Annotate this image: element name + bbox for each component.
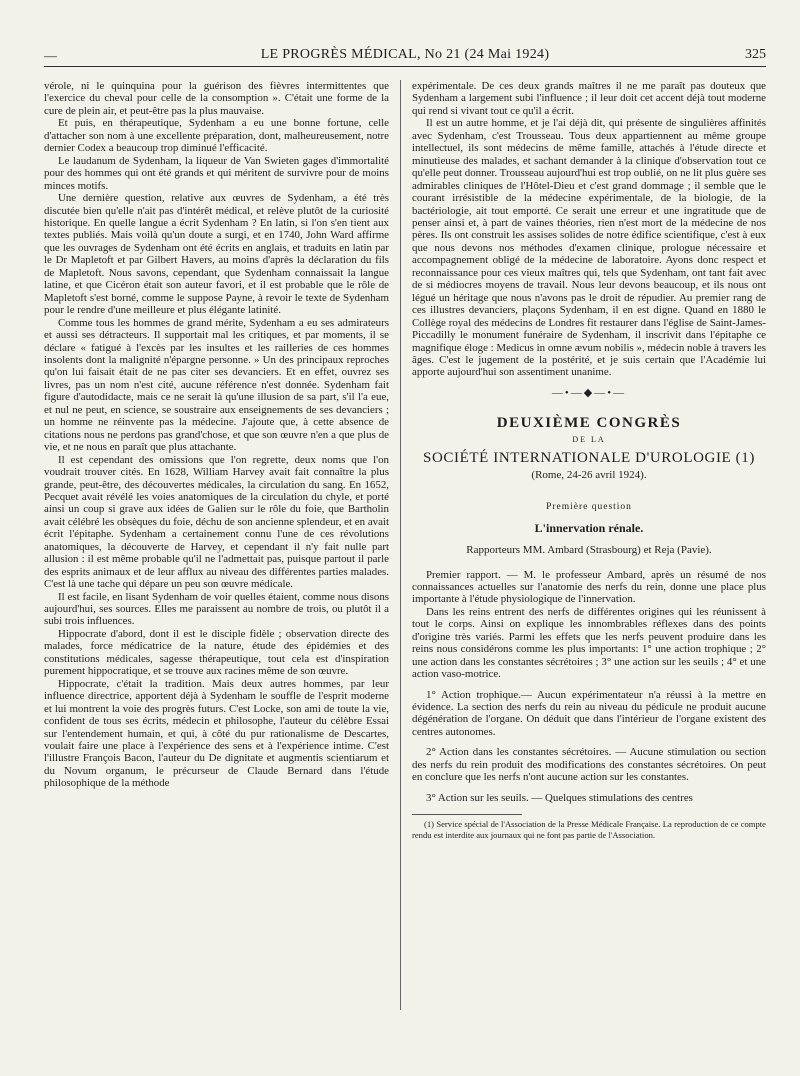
section-separator: —•—◆—•— <box>551 386 627 399</box>
paragraph: Il est facile, en lisant Sydenham de voir quelles étaient, comme nous disons aujourd'hui, ses sources. Elles me paraissent au nombre de trois, ou plutôt il a subi trois influences. <box>44 590 389 628</box>
paragraph: Hippocrate, c'était la tradition. Mais deux autres hommes, par leur influence directrice, apportent déjà à Sydenham le souffle de l'esprit moderne et lui montrent la voie des progrès futurs. C'est Locke, son ami de toute la vie, confident de tous ses écrits, médecin et philosophe, l'auteur du célèbre Essai sur l'entendement humain, et qui, à côté du pur rationalisme de Descartes, voulait faire une place à l'expérience des sens et à l'expérience intime. C'est l'illustre François Bacon, l'auteur du De dignitate et augmentis scientiarum et du Novum organum, le précurseur de Claude Bernard dans l'étude philosophique de la méthode <box>44 677 389 790</box>
paragraph: Il est un autre homme, et je l'ai déjà dit, qui présente de singulières affinités avec Sydenham, c'est Trousseau. Tous deux appartiennent au même groupe intellectuel, ils sont médecins de même famille, attachés à l'étude directe et minutieuse des malades, et sachant demander à la clinique d'observation tout ce qu'elle peut donner. Trousseau aujourd'hui est trop oublié, on ne lit plus guère ses admirables cliniques de l'Hôtel-Dieu et c'est grand dommage ; il semble que le courant irrésistible de la médecine expérimentale, de la biologie, de la bactériologie, ait tout emporté. Ce serait une erreur et une ingratitude que de penser ainsi et, à part de vaines théories, rien n'est mort de la médecine de nos pères. Ils ont construit les assises solides de notre édifice scientifique, c'est à eux que nous devons nos méthodes d'examen clinique, prologue nécessaire et accompagnement obligé de la médecine de laboratoire. Ayons donc respect et reconnaissance pour ces vieux maîtres qui, tels que Sydenham, ont tant fait avec de si médiocres moyens de travail. Nous leur devons beaucoup, et ils nous ont légué un héritage que nous n'avons pas le droit de répudier. Au premier rang de ces illustres devanciers, plaçons Sydenham, il en est digne. Quand en 1880 le Collège royal des médecins de Londres fit restaurer dans l'église de Saint-James-Piccadilly le monument funéraire de Sydenham, il inscrivit dans l'épitaphe ce magnifique éloge : Medicus in omne ævum nobilis », médecin noble à travers les âges. C'est le jugement de la postérité, et je suis certain que l'Académie lui apporte aujourd'hui son assentiment unanime. <box>412 117 766 379</box>
paragraph: Dans les reins entrent des nerfs de différentes origines qui les réunissent à tout le corps. Ainsi on explique les innombrables réflexes dans des points d'origine très variés. Parmi les effets que les nerfs peuvent produire dans les reins nous considérons comme les plus importants: 1° une action trophique ; 2° une action dans les constantes sécrétoires ; 3° une action sur les seuils ; 4° et une action vaso-motrice. <box>412 605 766 681</box>
footnote: (1) Service spécial de l'Association de la Presse Médicale Française. La reproduction de ce compte rendu est interdite aux journaux qui ne font pas partie de l'Association. <box>412 819 766 840</box>
paragraph: vérole, ni le quinquina pour la guérison des fièvres intermittentes que l'exercice du cheval pour celle de la consomption ». C'était une forme de la cure de plein air, et peut-être pas la plus mauvaise. <box>44 80 389 117</box>
congress-location: (Rome, 24-26 avril 1924). <box>531 468 647 481</box>
society-name: SOCIÉTÉ INTERNATIONALE D'UROLOGIE (1) <box>423 450 755 467</box>
right-column <box>412 80 766 840</box>
header-mark: — <box>44 48 57 63</box>
paragraph: Une dernière question, relative aux œuvres de Sydenham, a été très discutée bien qu'elle n'ait pas d'intérêt médical, et relève plutôt de la curiosité historique. En quelle langue a écrit Sydenham ? En latin, si l'on s'en tient aux textes publiés. Mais voilà qu'un doute a surgi, et en 1740, John Ward affirme que les ouvrages de Sydenham ont été écrits en anglais, et traduits en latin par le Dr Mapletoft et par Gilbert Havers, au moins d'après la déclaration du fils de Mapletoft. Nous savons, cependant, que Sydenham connaissait la langue latine, et que Cicéron était son auteur favori, et il est probable que le rôle de Mapletoft s'est borné, comme le suppose Payne, à revoir le texte de Sydenham pour le rendre d'une meilleure et plus élégante latinité. <box>44 192 389 317</box>
rapporteurs: Rapporteurs MM. Ambard (Strasbourg) et Reja (Pavie). <box>466 544 712 557</box>
paragraph: Et puis, en thérapeutique, Sydenham a eu une bonne fortune, celle d'attacher son nom à une excellente préparation, dont, malheureusement, notre dernier Codex a beaucoup trop diminué l'efficacité. <box>44 117 389 155</box>
page-number: 325 <box>745 47 766 62</box>
header-rule <box>44 66 766 67</box>
question-heading: Première question <box>546 502 632 513</box>
paragraph: Premier rapport. — M. le professeur Ambard, après un résumé de nos connaissances actuelles sur l'anatomie des nerfs du rein, donne une place plus importante à l'étude physiologique de l'innervation. <box>412 568 766 606</box>
paragraph: Le laudanum de Sydenham, la liqueur de Van Swieten gages d'immortalité pour des hommes qui ont été grands et qui méritent de survivre pour de moins minces motifs. <box>44 154 389 192</box>
question-subject: L'innervation rénale. <box>534 520 644 535</box>
paragraph: Hippocrate d'abord, dont il est le disciple fidèle ; observation directe des malades, force médicatrice de la nature, étude des épidémies et des constitutions médicales, sagesse thérapeutique, tout cela est d'inspiration purement hippocratique, et se trouve aux racines même de son œuvre. <box>44 627 389 678</box>
footnote-rule <box>412 814 522 815</box>
section-title: DEUXIÈME CONGRÈS <box>496 415 682 432</box>
paragraph: Il est cependant des omissions que l'on regrette, deux noms que l'on voudrait trouver cités. En 1628, William Harvey avait fait connaître la plus grande, peut-être, des découvertes médicales, la circulation du sang. En 1652, Pecquet avait révélé les voies anatomiques de la circulation du chyle, et porté ainsi un coup si grave aux idées de Galien sur le rôle du foie, que Bartholin avait célébré les obsèques du foie, déchu de son ancienne splendeur, et en avait écrit l'épitaphe. Sydenham a certainement connu l'une de ces révolutions anatomiques, la découverte de Harvey, et cependant il n'y fait nulle part allusion : il est même probable qu'il ne l'admettait pas, puisque partout il parle des esprits animaux et de leur afflux au niveau des différentes parties malades. C'est là une tache qui dépare un peu son œuvre médicale. <box>44 453 389 591</box>
page-header <box>44 44 766 66</box>
section-connector: DE LA <box>572 434 606 444</box>
paragraph: 2° Action dans les constantes sécrétoires. — Aucune stimulation ou section des nerfs du rein produit des modifications des constantes sécrétoires. On peut en conclure que les nerfs n'ont aucune action sur les constantes. <box>412 746 766 784</box>
paragraph: Comme tous les hommes de grand mérite, Sydenham a eu ses admirateurs et aussi ses détracteurs. Il supportait mal les critiques, et par moments, il se déclare « fatigué à l'excès par les insultes et les railleries de ces hommes insolents dont la malignité n'épargne personne. » Un des principaux reproches qu'on lui faisait était de ne pas citer ses devanciers. Et en effet, ouvrez ses livres, pas un nom n'est cité, aucune référence n'est donnée. Sydenham fait figure d'autodidacte, mais ce ne serait là qu'une illusion de sa part, s'il l'a eue, et nul ne peut, en science, se soustraire aux enseignements de ses devanciers ; un homme ne réinvente pas la médecine. J'ajoute que, à cette absence de citations nous ne perdons pas grand'chose, et que son œuvre n'en a que plus de vie, et ne nous en paraît que plus attachante. <box>44 316 389 454</box>
paragraph: 3° Action sur les seuils. — Quelques stimulations des centres <box>426 791 693 804</box>
journal-title: LE PROGRÈS MÉDICAL, No 21 (24 Mai 1924) <box>260 47 550 62</box>
paragraph: 1° Action trophique.— Aucun expérimentateur n'a réussi à la mettre en évidence. La section des nerfs du rein au niveau du pédicule ne produit aucune dégénération de l'organe. On déduit que dans l'intérieur de l'organe existent des centres autonomes. <box>412 688 766 738</box>
paragraph: expérimentale. De ces deux grands maîtres il ne me paraît pas douteux que Sydenham a largement subi l'influence ; il leur doit cet accent déjà tout moderne qui rend si vivant tout ce qu'il a écrit. <box>412 80 766 117</box>
left-column <box>44 80 389 790</box>
column-divider <box>400 80 401 1010</box>
